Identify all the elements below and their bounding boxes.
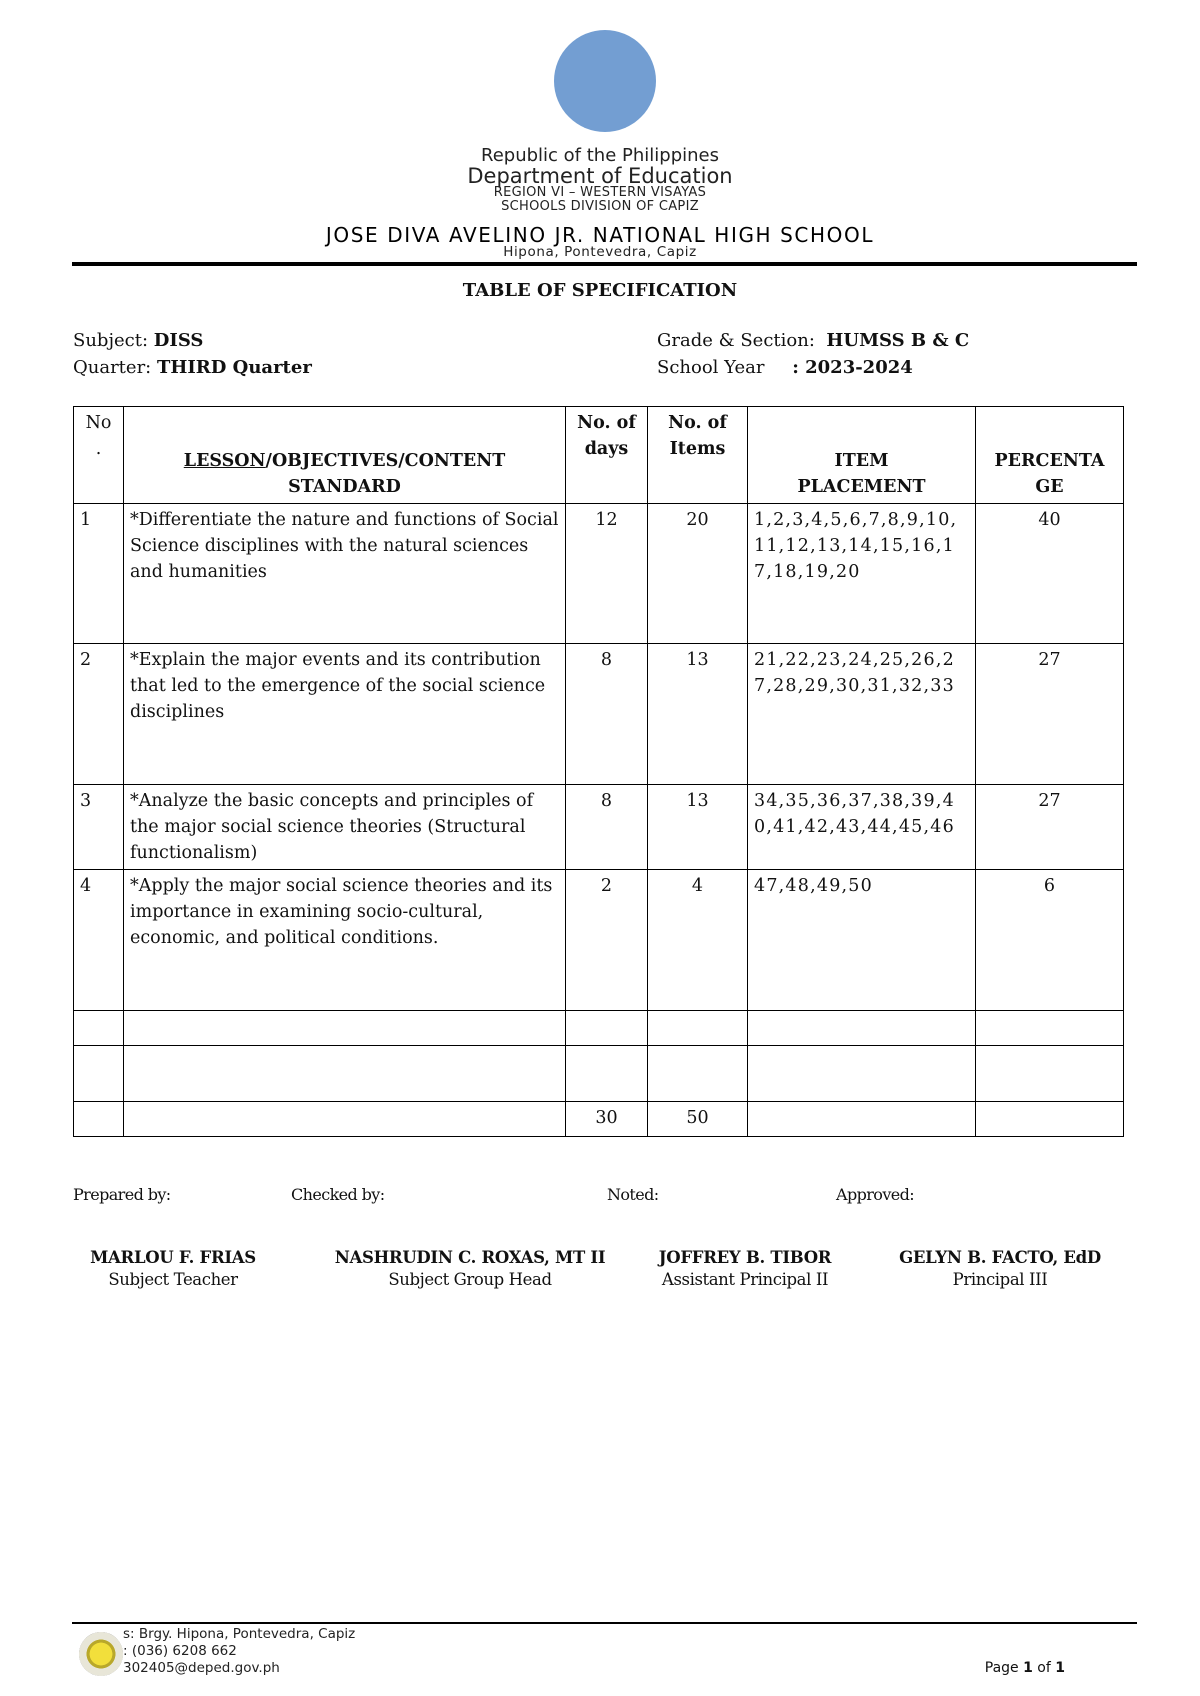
row-placement: 1,2,3,4,5,6,7,8,9,10,11,12,13,14,15,16,17,18,19,20	[748, 504, 976, 644]
row-items: 13	[648, 785, 748, 870]
table-row-empty	[74, 1011, 1124, 1046]
page-number	[985, 1660, 1065, 1676]
row-days: 2	[566, 870, 648, 1011]
row-objective: *Differentiate the nature and functions of Social Science disciplines with the natural sciences and humanities	[124, 504, 566, 644]
header-divider	[72, 262, 1137, 266]
prepared-by-name: MARLOU F. FRIAS	[90, 1248, 256, 1267]
prepared-by-label: Prepared by:	[73, 1185, 171, 1204]
row-placement: 47,48,49,50	[748, 870, 976, 1011]
row-no: 4	[74, 870, 124, 1011]
header-department: Department of Education	[467, 164, 733, 188]
header-placement-line2: PLACEMENT	[797, 477, 926, 497]
row-percent: 6	[976, 870, 1124, 1011]
footer-divider	[72, 1622, 1137, 1624]
prepared-by-role: Subject Teacher	[108, 1270, 238, 1289]
row-items: 4	[648, 870, 748, 1011]
year-label: School Year	[657, 357, 765, 378]
table-row	[74, 870, 1124, 1011]
row-percent: 27	[976, 644, 1124, 785]
approved-label: Approved:	[836, 1185, 915, 1204]
table-header-row	[74, 407, 1124, 504]
header-percentage-line1: PERCENTA	[994, 451, 1105, 471]
row-items: 13	[648, 644, 748, 785]
table-row	[74, 785, 1124, 870]
total-days: 30	[566, 1102, 648, 1137]
subject-value: DISS	[153, 330, 204, 351]
total-items: 50	[648, 1102, 748, 1137]
header-placement	[748, 407, 976, 504]
row-percent: 27	[976, 785, 1124, 870]
header-percentage	[976, 407, 1124, 504]
grade-label: Grade & Section:	[657, 330, 815, 351]
school-logo	[79, 1632, 123, 1676]
deped-seal	[554, 30, 656, 132]
noted-role: Assistant Principal II	[661, 1270, 829, 1289]
row-days: 8	[566, 785, 648, 870]
footer-address: s: Brgy. Hipona, Pontevedra, Capiz	[123, 1626, 356, 1642]
header-days: No. of days	[566, 407, 648, 504]
page-of: of	[1032, 1660, 1056, 1676]
table-row-empty	[74, 1046, 1124, 1102]
noted-label: Noted:	[607, 1185, 659, 1204]
quarter-value: THIRD Quarter	[156, 357, 312, 378]
subject-label: Subject:	[73, 330, 149, 351]
row-placement: 21,22,23,24,25,26,27,28,29,30,31,32,33	[748, 644, 976, 785]
row-days: 12	[566, 504, 648, 644]
footer-email: 302405@deped.gov.ph	[123, 1660, 280, 1676]
header-lesson-line2: STANDARD	[288, 477, 401, 497]
page-total: 1	[1055, 1660, 1065, 1676]
checked-by-name: NASHRUDIN C. ROXAS, MT II	[334, 1248, 606, 1267]
row-days: 8	[566, 644, 648, 785]
header-school-address: Hipona, Pontevedra, Capiz	[503, 244, 697, 260]
quarter-label: Quarter:	[73, 357, 152, 378]
header-placement-line1: ITEM	[834, 451, 889, 471]
grade-value: HUMSS B & C	[826, 330, 970, 351]
checked-by-label: Checked by:	[291, 1185, 385, 1204]
row-no: 2	[74, 644, 124, 785]
header-items: No. of Items	[648, 407, 748, 504]
header-republic: Republic of the Philippines	[481, 145, 719, 166]
approved-role: Principal III	[952, 1270, 1048, 1289]
quarter-line	[73, 357, 312, 378]
grade-section-line	[657, 330, 969, 351]
approved-name: GELYN B. FACTO, EdD	[899, 1248, 1101, 1267]
row-objective: *Analyze the basic concepts and principles of the major social science theories (Structural functionalism)	[124, 785, 566, 870]
header-division: SCHOOLS DIVISION OF CAPIZ	[501, 199, 699, 214]
page-current: 1	[1023, 1660, 1033, 1676]
header-lesson-rest: /OBJECTIVES/CONTENT	[265, 451, 506, 471]
row-items: 20	[648, 504, 748, 644]
school-year-line	[657, 357, 913, 378]
page-prefix: Page	[984, 1660, 1024, 1676]
row-placement: 34,35,36,37,38,39,40,41,42,43,44,45,46	[748, 785, 976, 870]
year-value: : 2023-2024	[792, 357, 913, 378]
noted-name: JOFFREY B. TIBOR	[658, 1248, 832, 1267]
header-region: REGION VI – WESTERN VISAYAS	[493, 185, 707, 200]
specification-table	[73, 406, 1124, 1137]
checked-by-role: Subject Group Head	[388, 1270, 552, 1289]
table-row	[74, 504, 1124, 644]
header-no-text: No	[85, 413, 112, 433]
header-no	[74, 407, 124, 504]
document-title: TABLE OF SPECIFICATION	[462, 280, 738, 301]
table-row	[74, 644, 1124, 785]
header-lesson-underlined: LESSON	[183, 451, 266, 471]
subject-line	[73, 330, 203, 351]
row-no: 1	[74, 504, 124, 644]
footer-phone: : (036) 6208 662	[123, 1643, 237, 1659]
table-total-row	[74, 1102, 1124, 1137]
row-objective: *Explain the major events and its contribution that led to the emergence of the social science disciplines	[124, 644, 566, 785]
header-lesson	[124, 407, 566, 504]
header-school-name: JOSE DIVA AVELINO JR. NATIONAL HIGH SCHOOL	[325, 223, 875, 247]
header-percentage-line2: GE	[1035, 477, 1064, 497]
header-no-dot: .	[95, 439, 102, 459]
row-no: 3	[74, 785, 124, 870]
row-percent: 40	[976, 504, 1124, 644]
row-objective: *Apply the major social science theories and its importance in examining socio-cultural, economic, and political conditions.	[124, 870, 566, 1011]
